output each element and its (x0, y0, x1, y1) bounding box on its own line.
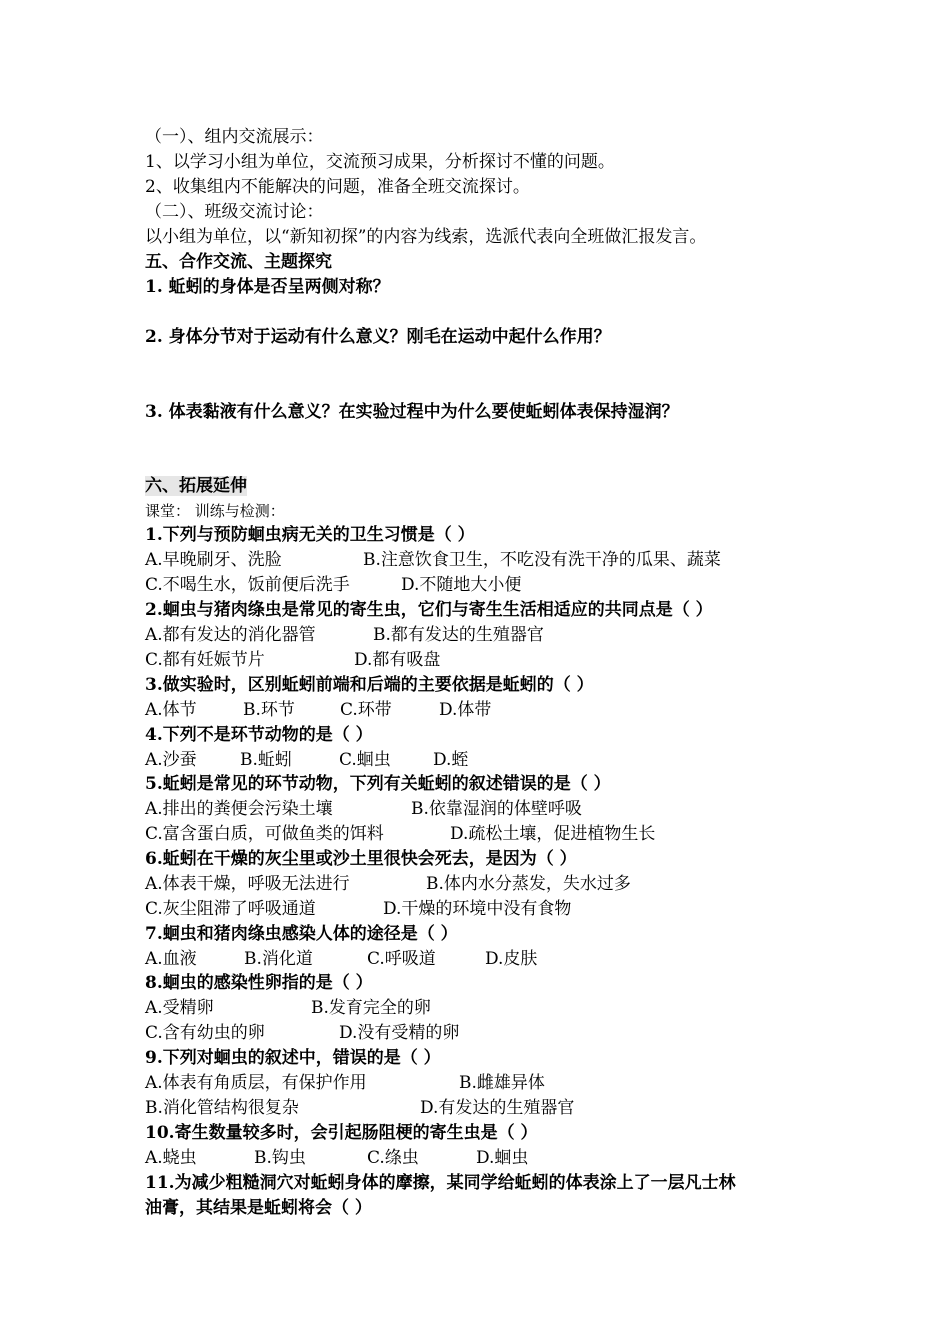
question-stem: 11.为减少粗糙洞穴对蚯蚓身体的摩擦，某同学给蚯蚓的体表涂上了一层凡士林 (145, 1173, 736, 1193)
question-stem: 2.蛔虫与猪肉绦虫是常见的寄生虫，它们与寄生生活相适应的共同点是（ ） (145, 600, 713, 620)
question-stem: 6.蚯蚓在干燥的灰尘里或沙土里很快会死去，是因为（ ） (145, 849, 577, 869)
option-row (145, 872, 631, 896)
option: C.都有妊娠节片 (145, 650, 265, 670)
question-stem: 8.蛔虫的感染性卵指的是（ ） (145, 973, 373, 993)
intro-line-5: 以小组为单位，以“新知初探”的内容为线索，选派代表向全班做汇报发言。 (145, 227, 707, 247)
question-stem: 10.寄生数量较多时，会引起肠阻梗的寄生虫是（ ） (145, 1123, 538, 1143)
option: B.都有发达的生殖器官 (373, 625, 544, 645)
section5-question-3: 3. 体表黏液有什么意义？在实验过程中为什么要使蚯蚓体表保持湿润？ (145, 402, 679, 422)
option: B.消化管结构很复杂 (145, 1098, 299, 1118)
option: C.呼吸道 (367, 949, 436, 969)
intro-line-2: 1、以学习小组为单位，交流预习成果，分析探讨不懂的问题。 (145, 152, 615, 172)
option: B.雌雄异体 (459, 1073, 545, 1093)
option-row (145, 1096, 574, 1120)
question-stem: 3.做实验时，区别蚯蚓前端和后端的主要依据是蚯蚓的（ ） (145, 675, 594, 695)
section5-title: 五、合作交流、主题探究 (145, 252, 332, 272)
option-row (145, 623, 544, 647)
option-row (145, 748, 468, 772)
option-row (145, 822, 655, 846)
option: D.干燥的环境中没有食物 (383, 899, 572, 919)
intro-line-3: 2、收集组内不能解决的问题，准备全班交流探讨。 (145, 177, 530, 197)
option: A.体表干燥，呼吸无法进行 (145, 874, 350, 894)
option-row (145, 648, 440, 672)
option-row (145, 548, 721, 572)
option: D.蛔虫 (476, 1148, 529, 1168)
option: B.钩虫 (254, 1148, 306, 1168)
option: C.环带 (340, 700, 392, 720)
option: B.蚯蚓 (240, 750, 292, 770)
option: A.蛲虫 (145, 1148, 197, 1168)
option: B.发育完全的卵 (311, 998, 431, 1018)
option-row (145, 1071, 545, 1095)
option: D.疏松土壤，促进植物生长 (450, 824, 656, 844)
question-stem: 7.蛔虫和猪肉绦虫感染人体的途径是（ ） (145, 924, 458, 944)
option: A.血液 (145, 949, 197, 969)
question-stem: 5.蚯蚓是常见的环节动物，下列有关蚯蚓的叙述错误的是（ ） (145, 774, 611, 794)
option: B.体内水分蒸发，失水过多 (426, 874, 631, 894)
option: A.受精卵 (145, 998, 214, 1018)
option-row (145, 573, 521, 597)
option: A.都有发达的消化器管 (145, 625, 316, 645)
option: D.没有受精的卵 (339, 1023, 460, 1043)
question-stem-continued: 油膏，其结果是蚯蚓将会（ ） (145, 1198, 372, 1218)
option: B.消化道 (244, 949, 313, 969)
option-row (145, 1146, 528, 1170)
option: A.排出的粪便会污染土壤 (145, 799, 333, 819)
option: B.环节 (243, 700, 295, 720)
option: A.早晚刷牙、洗脸 (145, 550, 282, 570)
option: D.都有吸盘 (354, 650, 441, 670)
option: C.绦虫 (367, 1148, 419, 1168)
intro-line-1: （一）、组内交流展示： (145, 127, 324, 147)
option: C.含有幼虫的卵 (145, 1023, 265, 1043)
option: D.体带 (439, 700, 492, 720)
option: A.体节 (145, 700, 197, 720)
option: B.依靠湿润的体壁呼吸 (411, 799, 582, 819)
option: A.沙蚕 (145, 750, 197, 770)
section5-question-1: 1. 蚯蚓的身体是否呈两侧对称？ (145, 277, 390, 297)
section5-question-2: 2. 身体分节对于运动有什么意义？刚毛在运动中起什么作用？ (145, 327, 611, 347)
option: C.灰尘阻滞了呼吸通道 (145, 899, 316, 919)
option: C.蛔虫 (339, 750, 391, 770)
option: C.富含蛋白质，可做鱼类的饵料 (145, 824, 384, 844)
option: D.蛭 (433, 750, 469, 770)
option-row (145, 996, 431, 1020)
option: D.皮肤 (485, 949, 538, 969)
option: D.有发达的生殖器官 (420, 1098, 575, 1118)
option-row (145, 947, 537, 971)
intro-line-4: （二）、班级交流讨论： (145, 202, 324, 222)
option-row (145, 797, 582, 821)
question-stem: 4.下列不是环节动物的是（ ） (145, 725, 373, 745)
section6-title-wrap (145, 474, 247, 498)
question-stem: 9.下列对蛔虫的叙述中，错误的是（ ） (145, 1048, 441, 1068)
question-stem: 1.下列与预防蛔虫病无关的卫生习惯是（ ） (145, 525, 475, 545)
option-row (145, 897, 571, 921)
option: A.体表有角质层，有保护作用 (145, 1073, 367, 1093)
option: D.不随地大小便 (401, 575, 522, 595)
option-row (145, 698, 491, 722)
section6-subtitle: 课堂： 训练与检测： (145, 502, 285, 520)
option-row (145, 1021, 459, 1045)
option: B.注意饮食卫生，不吃没有洗干净的瓜果、蔬菜 (363, 550, 721, 570)
section6-title: 六、拓展延伸 (145, 476, 247, 496)
option: C.不喝生水，饭前便后洗手 (145, 575, 350, 595)
